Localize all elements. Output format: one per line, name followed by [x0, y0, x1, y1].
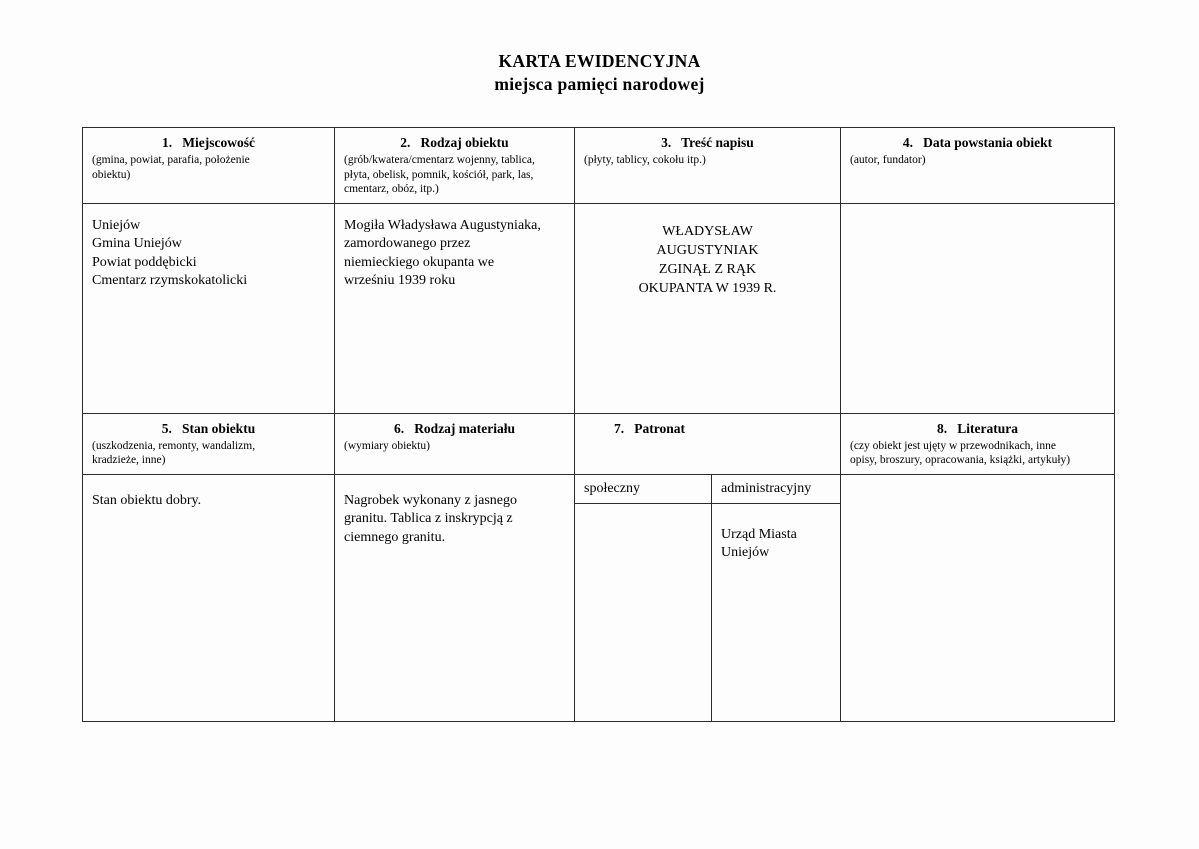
- patronage-social-label: społeczny: [584, 480, 640, 496]
- field-7-number: 7.: [614, 420, 625, 436]
- field-5-title: [92, 421, 325, 437]
- cell-field-7-value: [575, 474, 841, 721]
- field-1-label: Miejscowość: [182, 135, 255, 150]
- cell-field-6-value[interactable]: [335, 474, 575, 721]
- field-8-number: 8.: [937, 420, 948, 436]
- field-6-hint: (wymiary obiektu): [344, 439, 430, 452]
- cell-field-8-value[interactable]: [841, 474, 1115, 721]
- cell-field-1-value[interactable]: [83, 203, 335, 413]
- field-3-title: [584, 135, 831, 151]
- title-line-primary: KARTA EWIDENCYJNA: [498, 51, 701, 71]
- header-row-top: [83, 128, 1115, 204]
- cell-field-7-header: [575, 413, 841, 474]
- field-3-hint: (płyty, tablicy, cokołu itp.): [584, 154, 706, 166]
- field-3-value: WŁADYSŁAW AUGUSTYNIAK ZGINĄŁ Z RĄK OKUPANTA W 1939 R.: [638, 223, 777, 296]
- patronage-administrative-label: administracyjny: [721, 480, 812, 496]
- body-row-bottom: [83, 474, 1115, 721]
- record-card-table: [82, 127, 1115, 722]
- field-3-label: Treść napisu: [681, 135, 754, 150]
- document-title: [0, 50, 1199, 96]
- field-1-hint: (gmina, powiat, parafia, położenie obiektu): [92, 154, 250, 181]
- field-5-value: Stan obiektu dobry.: [92, 492, 202, 508]
- patronage-administrative-header: [712, 475, 841, 504]
- cell-field-5-header: [83, 413, 335, 474]
- field-1-value: Uniejów Gmina Uniejów Powiat poddębicki Cmentarz rzymskokatolicki: [92, 217, 248, 288]
- field-1-title: [92, 135, 325, 151]
- field-8-label: Literatura: [957, 420, 1018, 436]
- field-4-title: [850, 135, 1105, 151]
- field-5-hint: (uszkodzenia, remonty, wandalizm, kradzieże, inne): [92, 439, 256, 466]
- field-4-hint: (autor, fundator): [850, 154, 926, 166]
- field-8-title: [850, 421, 1105, 437]
- patronage-social-value-cell[interactable]: [575, 503, 712, 721]
- field-4-number: 4.: [902, 135, 913, 150]
- field-2-hint: (grób/kwatera/cmentarz wojenny, tablica, płyta, obelisk, pomnik, kościół, park, las, cmentarz, obóz, itp.): [344, 154, 535, 195]
- cell-field-5-value[interactable]: [83, 474, 335, 721]
- cell-field-6-header: [335, 413, 575, 474]
- cell-field-2-value[interactable]: [335, 203, 575, 413]
- field-7-label: Patronat: [634, 420, 685, 436]
- field-6-title: [344, 421, 565, 437]
- patronage-administrative-value: Urząd Miasta Uniejów: [721, 526, 797, 560]
- cell-field-3-header: [575, 128, 841, 204]
- patronage-administrative-value-cell[interactable]: [712, 503, 841, 721]
- field-2-title: [344, 135, 565, 151]
- cell-field-4-header: [841, 128, 1115, 204]
- patronage-subtable-value-row: [575, 503, 840, 721]
- header-row-bottom: [83, 413, 1115, 474]
- patronage-social-value: [575, 504, 711, 531]
- field-4-label: Data powstania obiekt: [923, 135, 1053, 150]
- field-2-value: Mogiła Władysława Augustyniaka, zamordowanego przez niemieckiego okupanta we wrześniu 1939 roku: [344, 217, 541, 288]
- field-6-label: Rodzaj materiału: [414, 420, 516, 436]
- field-6-value: Nagrobek wykonany z jasnego granitu. Tablica z inskrypcją z ciemnego granitu.: [344, 492, 518, 545]
- body-row-top: [83, 203, 1115, 413]
- field-5-number: 5.: [161, 420, 172, 436]
- cell-field-2-header: [335, 128, 575, 204]
- field-1-number: 1.: [162, 135, 173, 150]
- cell-field-3-value[interactable]: [575, 203, 841, 413]
- field-2-number: 2.: [400, 135, 411, 150]
- patronage-subtable-header-row: [575, 475, 840, 504]
- field-7-title: [584, 421, 831, 437]
- cell-field-1-header: [83, 128, 335, 204]
- title-line-secondary: miejsca pamięci narodowej: [494, 74, 705, 94]
- field-2-label: Rodzaj obiektu: [420, 135, 509, 150]
- patronage-subtable: [575, 475, 840, 721]
- field-6-number: 6.: [393, 420, 405, 436]
- field-3-number: 3.: [661, 135, 672, 150]
- field-8-hint: (czy obiekt jest ujęty w przewodnikach, inne opisy, broszury, opracowania, książki, artykuły): [850, 439, 1071, 466]
- cell-field-4-value[interactable]: [841, 203, 1115, 413]
- field-5-label: Stan obiektu: [182, 420, 256, 436]
- patronage-social-header: [575, 475, 712, 504]
- cell-field-8-header: [841, 413, 1115, 474]
